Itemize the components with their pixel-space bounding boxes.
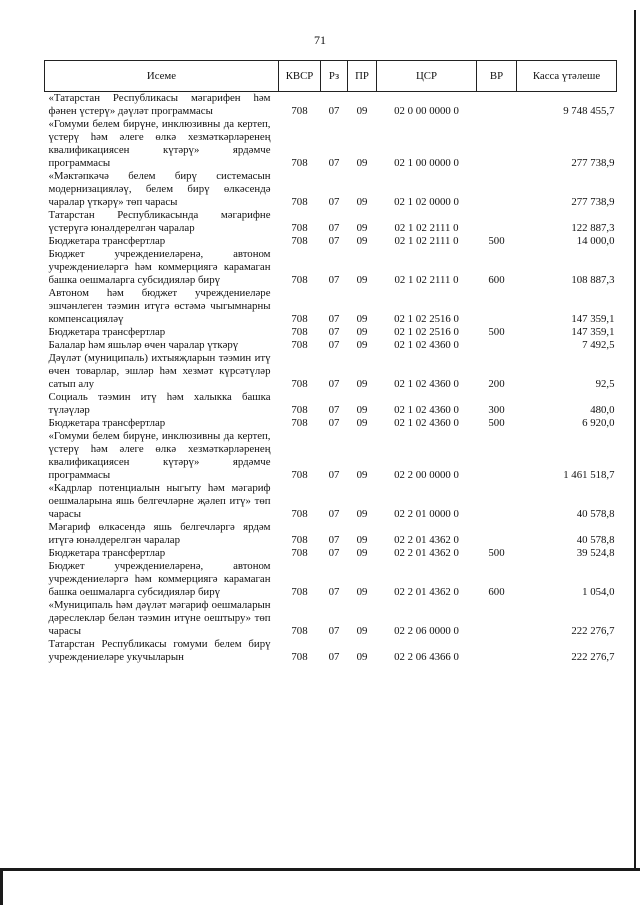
row-pr: 09 xyxy=(356,339,368,351)
row-vr: 500 xyxy=(488,417,505,429)
row-kvsr: 708 xyxy=(291,469,308,481)
row-name: Бюджетара трансфертлар xyxy=(48,417,166,429)
row-csr: 02 1 02 4360 0 xyxy=(394,417,459,429)
header-vr: ВР xyxy=(477,61,517,92)
row-rz: 07 xyxy=(328,586,340,598)
table-row xyxy=(45,170,617,209)
row-name: Бюджет учреждениеләренә, автоном учреждениеләргә һәм коммерциягә карамаган башка оешмаларга субсидияләр бирү xyxy=(48,248,271,286)
row-csr: 02 2 01 0000 0 xyxy=(394,508,459,520)
row-kassa: 147 359,1 xyxy=(571,313,615,325)
row-kassa: 147 359,1 xyxy=(571,326,615,338)
row-kvsr: 708 xyxy=(291,196,308,208)
row-pr: 09 xyxy=(356,469,368,481)
table-row xyxy=(45,417,617,430)
row-vr xyxy=(477,599,517,638)
table-row xyxy=(45,547,617,560)
scan-frame-corner xyxy=(0,868,3,905)
row-pr: 09 xyxy=(356,508,368,520)
row-kvsr: 708 xyxy=(291,625,308,637)
row-rz: 07 xyxy=(328,313,340,325)
table-row xyxy=(45,352,617,391)
row-vr: 600 xyxy=(488,274,505,286)
row-name: Балалар һәм яшьләр өчен чаралар үткәрү xyxy=(48,339,239,351)
row-vr xyxy=(477,521,517,547)
row-kvsr: 708 xyxy=(291,547,308,559)
row-vr xyxy=(477,287,517,326)
row-kvsr: 708 xyxy=(291,274,308,286)
row-name: Татарстан Республикасы гомуми белем бирү учреждениеләре укучыларын xyxy=(48,638,271,663)
row-name: Бюджетара трансфертлар xyxy=(48,326,166,338)
scan-frame-bottom xyxy=(0,868,640,871)
row-csr: 02 1 02 2111 0 xyxy=(394,222,459,234)
row-vr xyxy=(477,482,517,521)
header-csr: ЦСР xyxy=(377,61,477,92)
row-kvsr: 708 xyxy=(291,508,308,520)
row-pr: 09 xyxy=(356,586,368,598)
row-rz: 07 xyxy=(328,157,340,169)
row-kassa: 122 887,3 xyxy=(571,222,615,234)
table-row xyxy=(45,92,617,119)
row-rz: 07 xyxy=(328,105,340,117)
row-kvsr: 708 xyxy=(291,235,308,247)
table-row xyxy=(45,430,617,482)
row-vr xyxy=(477,170,517,209)
row-kassa: 1 054,0 xyxy=(582,586,615,598)
row-csr: 02 2 01 4362 0 xyxy=(394,586,459,598)
row-rz: 07 xyxy=(328,326,340,338)
row-kassa: 108 887,3 xyxy=(571,274,615,286)
row-kvsr: 708 xyxy=(291,651,308,663)
row-name: «Мәктәпкәчә белем бирү системасын модернизацияләү, белем бирү өлкәсендә чаралар үткәрү» төп чарасы xyxy=(48,170,271,208)
row-kvsr: 708 xyxy=(291,105,308,117)
row-kvsr: 708 xyxy=(291,417,308,429)
header-kassa: Касса үтәлеше xyxy=(517,61,617,92)
row-csr: 02 2 06 4366 0 xyxy=(394,651,459,663)
header-name: Исеме xyxy=(45,61,279,92)
table-row xyxy=(45,209,617,235)
row-name: «Муниципаль һәм дәүләт мәгариф оешмаларын дәреслекләр белән тәэмин итүне оештыру» төп чарасы xyxy=(48,599,271,637)
table-row xyxy=(45,482,617,521)
row-vr: 500 xyxy=(488,235,505,247)
row-name: Дәүләт (муниципаль) ихтыяҗларын тәэмин итү өчен товарлар, эшләр һәм хезмәт күрсәтүләр сатып алу xyxy=(48,352,271,390)
row-csr: 02 2 00 0000 0 xyxy=(394,469,459,481)
table-row xyxy=(45,235,617,248)
row-vr xyxy=(477,430,517,482)
row-kassa: 222 276,7 xyxy=(571,625,615,637)
row-vr: 500 xyxy=(488,326,505,338)
row-vr: 300 xyxy=(488,404,505,416)
row-kassa: 1 461 518,7 xyxy=(563,469,615,481)
row-name: Социаль тәэмин итү һәм халыкка башка түләүләр xyxy=(48,391,271,416)
row-rz: 07 xyxy=(328,469,340,481)
row-kassa: 40 578,8 xyxy=(576,508,615,520)
scan-frame-right xyxy=(634,10,636,870)
header-pr: ПР xyxy=(348,61,377,92)
row-name: «Гомуми белем бирүне, инклюзивны да кертеп, үстерү һәм әлеге өлкә хезмәткәрләренең квалификациясен күтәрү» ярдәмче программасы xyxy=(48,430,271,481)
row-kvsr: 708 xyxy=(291,404,308,416)
row-csr: 02 1 02 0000 0 xyxy=(394,196,459,208)
row-csr: 02 0 00 0000 0 xyxy=(394,105,459,117)
row-rz: 07 xyxy=(328,222,340,234)
table-header xyxy=(45,61,617,92)
row-vr: 500 xyxy=(488,547,505,559)
row-name: «Гомуми белем бирүне, инклюзивны да кертеп, үстерү һәм әлеге өлкә хезмәткәрләренең квалификациясен күтәрү» ярдәмче программасы xyxy=(48,118,271,169)
row-csr: 02 1 00 0000 0 xyxy=(394,157,459,169)
row-csr: 02 2 01 4362 0 xyxy=(394,547,459,559)
row-csr: 02 1 02 4360 0 xyxy=(394,339,459,351)
row-kassa: 40 578,8 xyxy=(576,534,615,546)
row-kvsr: 708 xyxy=(291,378,308,390)
row-pr: 09 xyxy=(356,625,368,637)
row-vr xyxy=(477,339,517,352)
row-name: «Кадрлар потенциалын ныгыту һәм мәгариф оешмаларына яшь белгечләрне җәлеп итү» төп чарасы xyxy=(48,482,271,520)
row-kvsr: 708 xyxy=(291,339,308,351)
row-kassa: 14 000,0 xyxy=(576,235,615,247)
row-rz: 07 xyxy=(328,339,340,351)
row-pr: 09 xyxy=(356,378,368,390)
header-kvsr: КВСР xyxy=(279,61,321,92)
row-rz: 07 xyxy=(328,274,340,286)
row-kassa: 92,5 xyxy=(595,378,615,390)
row-pr: 09 xyxy=(356,235,368,247)
row-vr xyxy=(477,209,517,235)
row-rz: 07 xyxy=(328,651,340,663)
row-kassa: 9 748 455,7 xyxy=(563,105,615,117)
row-kassa: 222 276,7 xyxy=(571,651,615,663)
row-kassa: 480,0 xyxy=(590,404,615,416)
row-name: «Татарстан Республикасы мәгарифен һәм фәнен үстерү» дәүләт программасы xyxy=(48,92,271,117)
row-kassa: 39 524,8 xyxy=(576,547,615,559)
table-row xyxy=(45,391,617,417)
row-rz: 07 xyxy=(328,625,340,637)
row-csr: 02 1 02 4360 0 xyxy=(394,404,459,416)
budget-table xyxy=(44,60,617,664)
row-kassa: 277 738,9 xyxy=(571,157,615,169)
row-kvsr: 708 xyxy=(291,222,308,234)
row-rz: 07 xyxy=(328,417,340,429)
table-row xyxy=(45,521,617,547)
row-rz: 07 xyxy=(328,547,340,559)
row-csr: 02 1 02 2111 0 xyxy=(394,235,459,247)
table-row xyxy=(45,339,617,352)
row-name: Мәгариф өлкәсендә яшь белгечләргә ярдәм итүгә юнәлдерелгән чаралар xyxy=(48,521,271,546)
page-number: 71 xyxy=(314,33,326,47)
row-pr: 09 xyxy=(356,105,368,117)
row-kvsr: 708 xyxy=(291,534,308,546)
row-kvsr: 708 xyxy=(291,313,308,325)
row-pr: 09 xyxy=(356,196,368,208)
row-pr: 09 xyxy=(356,313,368,325)
row-pr: 09 xyxy=(356,547,368,559)
row-rz: 07 xyxy=(328,378,340,390)
row-csr: 02 1 02 4360 0 xyxy=(394,378,459,390)
row-rz: 07 xyxy=(328,235,340,247)
row-csr: 02 2 06 0000 0 xyxy=(394,625,459,637)
row-pr: 09 xyxy=(356,157,368,169)
row-pr: 09 xyxy=(356,404,368,416)
table-row xyxy=(45,118,617,170)
row-kassa: 7 492,5 xyxy=(582,339,615,351)
row-rz: 07 xyxy=(328,508,340,520)
row-pr: 09 xyxy=(356,651,368,663)
row-pr: 09 xyxy=(356,534,368,546)
row-csr: 02 2 01 4362 0 xyxy=(394,534,459,546)
row-csr: 02 1 02 2111 0 xyxy=(394,274,459,286)
row-rz: 07 xyxy=(328,534,340,546)
row-vr xyxy=(477,118,517,170)
row-name: Бюджетара трансфертлар xyxy=(48,547,166,559)
table-row xyxy=(45,248,617,287)
row-vr: 200 xyxy=(488,378,505,390)
table-body xyxy=(45,92,617,665)
row-kassa: 6 920,0 xyxy=(582,417,615,429)
row-kvsr: 708 xyxy=(291,586,308,598)
row-name: Бюджет учреждениеләренә, автоном учреждениеләргә һәм коммерциягә карамаган башка оешмаларга субсидияләр бирү xyxy=(48,560,271,598)
table-row xyxy=(45,599,617,638)
row-kvsr: 708 xyxy=(291,157,308,169)
table-row xyxy=(45,326,617,339)
row-pr: 09 xyxy=(356,326,368,338)
row-rz: 07 xyxy=(328,404,340,416)
row-pr: 09 xyxy=(356,417,368,429)
row-vr xyxy=(477,638,517,664)
row-kvsr: 708 xyxy=(291,326,308,338)
row-csr: 02 1 02 2516 0 xyxy=(394,313,459,325)
row-kassa: 277 738,9 xyxy=(571,196,615,208)
row-pr: 09 xyxy=(356,222,368,234)
table-row xyxy=(45,560,617,599)
header-rz: Рз xyxy=(321,61,348,92)
row-pr: 09 xyxy=(356,274,368,286)
row-name: Татарстан Республикасында мәгарифне үстерүгә юнәлдерелгән чаралар xyxy=(48,209,271,234)
table-row xyxy=(45,638,617,664)
row-name: Автоном һәм бюджет учреждениеләре эшчәнлеген тәэмин итүгә өстәмә чыгымнарны компенсацияләү xyxy=(48,287,271,325)
row-name: Бюджетара трансфертлар xyxy=(48,235,166,247)
table-row xyxy=(45,287,617,326)
row-csr: 02 1 02 2516 0 xyxy=(394,326,459,338)
row-vr xyxy=(477,92,517,119)
row-rz: 07 xyxy=(328,196,340,208)
row-vr: 600 xyxy=(488,586,505,598)
